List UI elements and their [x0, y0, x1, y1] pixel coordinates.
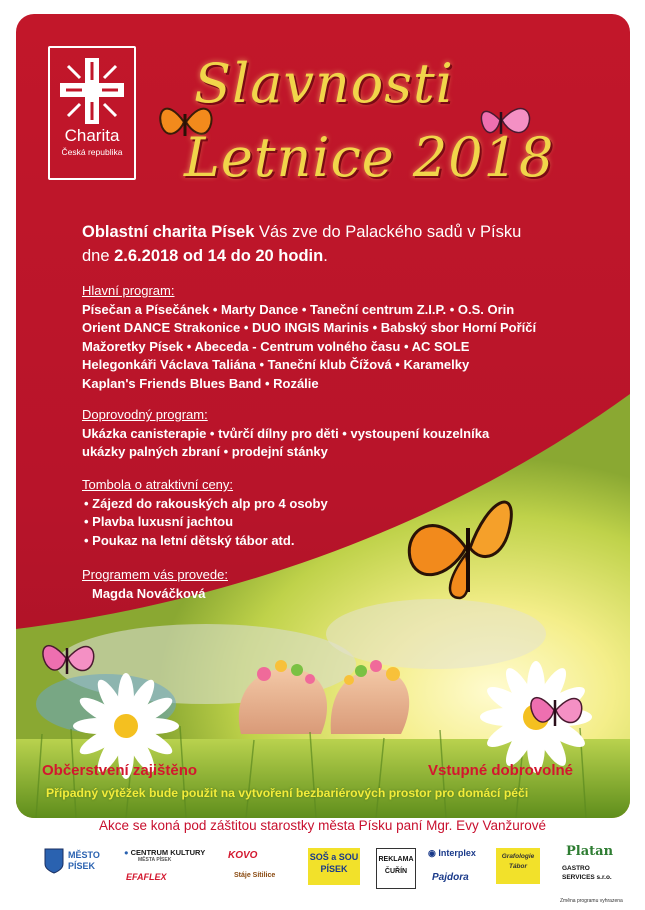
grafologie-logo: Grafologie Tábor — [496, 848, 540, 884]
logo-name: Charita — [64, 126, 120, 145]
interplex-logo: ◉ Interplex — [428, 848, 476, 858]
proceeds-note: Případný výtěžek bude použit na vytvoření bezbariérových prostor pro domácí péči — [46, 786, 529, 800]
program-line: ukázky palných zbraní • prodejní stánky — [82, 444, 328, 459]
coat-of-arms-icon — [44, 848, 64, 874]
mesto-pisek-text: MĚSTO PÍSEK — [68, 850, 100, 871]
logo-subtitle: Česká republika — [61, 147, 123, 157]
host-name: Magda Nováčková — [92, 585, 206, 601]
mesto-pisek-logo — [44, 848, 64, 876]
side-program-heading: Doprovodný program: — [82, 407, 208, 422]
organizer: Oblastní charita Písek — [82, 223, 255, 241]
charita-logo — [48, 46, 136, 180]
gastro-services-logo: GASTRO SERVICES s.r.o. — [562, 865, 612, 881]
list-item: • Poukaz na letní dětský tábor atd. — [84, 532, 295, 548]
sos-sou-logo: SOŠ a SOU PÍSEK — [308, 848, 360, 885]
staje-logo: Stáje Sítilice — [234, 872, 276, 879]
footer-note: Změna programu vyhrazena — [560, 898, 623, 904]
invitation-text: Vás zve do Palackého sadů v Písku — [254, 223, 522, 241]
side-program — [82, 406, 489, 462]
program-line: Ukázka canisterapie • tvůrčí dílny pro děti • vystoupení kouzelníka — [82, 425, 490, 441]
list-item: • Zájezd do rakouských alp pro 4 osoby — [84, 495, 328, 511]
main-program-heading: Hlavní program: — [82, 283, 175, 298]
program-line: Mažoretky Písek • Abeceda - Centrum volného času • AC SOLE — [82, 338, 470, 354]
tombola-heading: Tombola o atraktivní ceny: — [82, 477, 234, 492]
centrum-kultury-sub: MĚSTA PÍSEK — [138, 857, 172, 863]
tombola — [82, 476, 328, 550]
host-heading: Programem vás provede: — [82, 567, 228, 582]
cross-icon — [58, 56, 126, 126]
kovo-logo: KOVO — [228, 850, 258, 861]
title-line-2: Letnice 2018 — [184, 126, 555, 189]
list-item: • Plavba luxusní jachtou — [84, 514, 234, 529]
reklama-curin-logo: REKLAMA ČUŘÍN — [376, 848, 416, 889]
globe-icon: ● — [124, 848, 129, 857]
centrum-kultury-logo: ● CENTRUM KULTURY — [124, 848, 206, 857]
program-line: Orient DANCE Strakonice • DUO INGIS Marinis • Babský sbor Horní Poříčí — [82, 320, 537, 335]
program-line: Kaplan's Friends Blues Band • Rozálie — [82, 375, 319, 391]
refreshments-note: Občerstvení zajištěno — [42, 762, 198, 779]
efaflex-logo: EFAFLEX — [126, 872, 167, 882]
entry-note: Vstupné dobrovolné — [428, 762, 574, 779]
poster — [16, 14, 630, 818]
pajdora-logo: Pajdora — [432, 872, 469, 883]
main-program — [82, 282, 536, 393]
invitation: Oblastní charita Písek Vás zve do Palackého sadů v Písku dne 2.6.2018 od 14 do 20 hodin. — [82, 223, 522, 265]
interplex-icon: ◉ — [428, 848, 436, 858]
patronage-line: Akce se koná pod záštitou starostky města Písku paní Mgr. Evy Vanžurové — [99, 818, 546, 833]
platan-logo: Platan — [566, 844, 614, 859]
host — [82, 566, 228, 603]
title-line-1: Slavnosti — [194, 52, 454, 115]
program-line: Helegonkáři Václava Taliána • Taneční klub Čížová • Karamelky — [82, 357, 470, 372]
sponsor-logos — [40, 842, 620, 902]
event-datetime: 2.6.2018 od 14 do 20 hodin — [114, 247, 324, 265]
program-line: Písečan a Písečánek • Marty Dance • Taneční centrum Z.I.P. • O.S. Orin — [82, 301, 515, 317]
